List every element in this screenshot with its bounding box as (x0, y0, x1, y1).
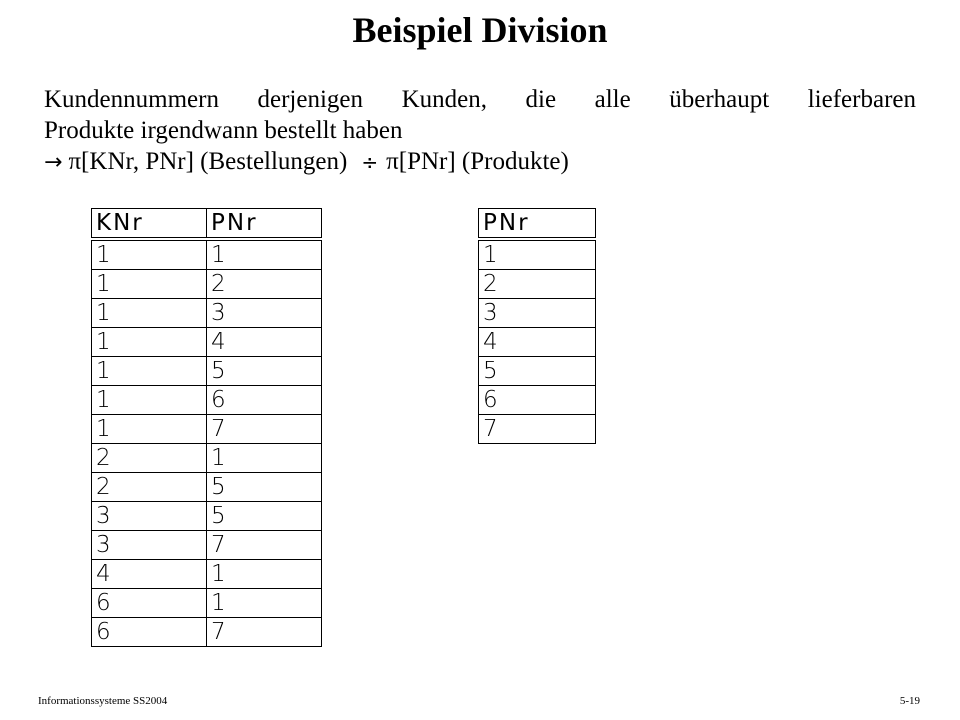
table-cell: 1 (207, 589, 322, 618)
table-row (479, 270, 596, 299)
table-cell: 2 (207, 270, 322, 299)
table-cell: 5 (207, 357, 322, 386)
table-row (479, 239, 596, 270)
table-row (92, 473, 322, 502)
produkte-body (479, 239, 596, 444)
table-cell: 3 (207, 299, 322, 328)
table-cell: 3 (92, 502, 207, 531)
table-row (92, 415, 322, 444)
right-arrow-icon: → (44, 150, 63, 175)
table-row (92, 299, 322, 328)
table-cell: 1 (479, 239, 596, 270)
table-cell: 4 (479, 328, 596, 357)
table-row (479, 415, 596, 444)
table-row (92, 239, 322, 270)
table-row (479, 357, 596, 386)
bestellungen-table (91, 208, 322, 647)
table-row (92, 357, 322, 386)
table-row (92, 618, 322, 647)
table-row (92, 328, 322, 357)
table-cell: 1 (207, 444, 322, 473)
table-row (92, 270, 322, 299)
formula-line (44, 146, 916, 178)
table-header-row (92, 209, 322, 240)
table-cell: 2 (92, 473, 207, 502)
table-row (92, 444, 322, 473)
table-row (92, 589, 322, 618)
table-cell: 1 (207, 560, 322, 589)
column-header-pnr: PNr (207, 209, 322, 240)
produkte-table (478, 208, 596, 444)
table-cell: 1 (92, 239, 207, 270)
table-row (479, 386, 596, 415)
table-header-row (479, 209, 596, 240)
formula-left: π[KNr, PNr] (Bestellungen) (68, 148, 348, 175)
column-header-knr: KNr (92, 209, 207, 240)
formula-right: π[PNr] (Produkte) (386, 148, 569, 175)
table-cell: 2 (92, 444, 207, 473)
table-row (479, 328, 596, 357)
table-cell: 5 (207, 502, 322, 531)
table-row (92, 386, 322, 415)
table-cell: 7 (207, 531, 322, 560)
table-cell: 7 (207, 618, 322, 647)
table-cell: 1 (92, 270, 207, 299)
table-cell: 2 (479, 270, 596, 299)
body-line-2: Produkte irgendwann bestellt haben (44, 117, 403, 144)
slide-body (44, 84, 916, 178)
table-cell: 5 (207, 473, 322, 502)
table-cell: 6 (92, 618, 207, 647)
table-cell: 1 (92, 299, 207, 328)
table-cell: 1 (207, 239, 322, 270)
table-cell: 6 (479, 386, 596, 415)
table-cell: 1 (92, 328, 207, 357)
table-row (92, 560, 322, 589)
table-cell: 7 (207, 415, 322, 444)
division-operator: ÷ (361, 150, 379, 174)
table-cell: 1 (92, 357, 207, 386)
slide-title: Beispiel Division (352, 10, 608, 50)
table-cell: 3 (479, 299, 596, 328)
column-header-pnr: PNr (479, 209, 596, 240)
table-row (92, 502, 322, 531)
table-row (479, 299, 596, 328)
bestellungen-body (92, 239, 322, 647)
body-line-1: Kundennummern derjenigen Kunden, die alle überhaupt lieferbaren (44, 86, 916, 113)
table-cell: 6 (207, 386, 322, 415)
table-cell: 5 (479, 357, 596, 386)
table-row (92, 531, 322, 560)
table-cell: 4 (92, 560, 207, 589)
table-cell: 4 (207, 328, 322, 357)
table-cell: 3 (92, 531, 207, 560)
footer-course: Informationssysteme SS2004 (38, 695, 168, 707)
footer-page-number: 5-19 (899, 695, 920, 707)
table-cell: 1 (92, 386, 207, 415)
table-cell: 1 (92, 415, 207, 444)
table-cell: 7 (479, 415, 596, 444)
table-cell: 6 (92, 589, 207, 618)
